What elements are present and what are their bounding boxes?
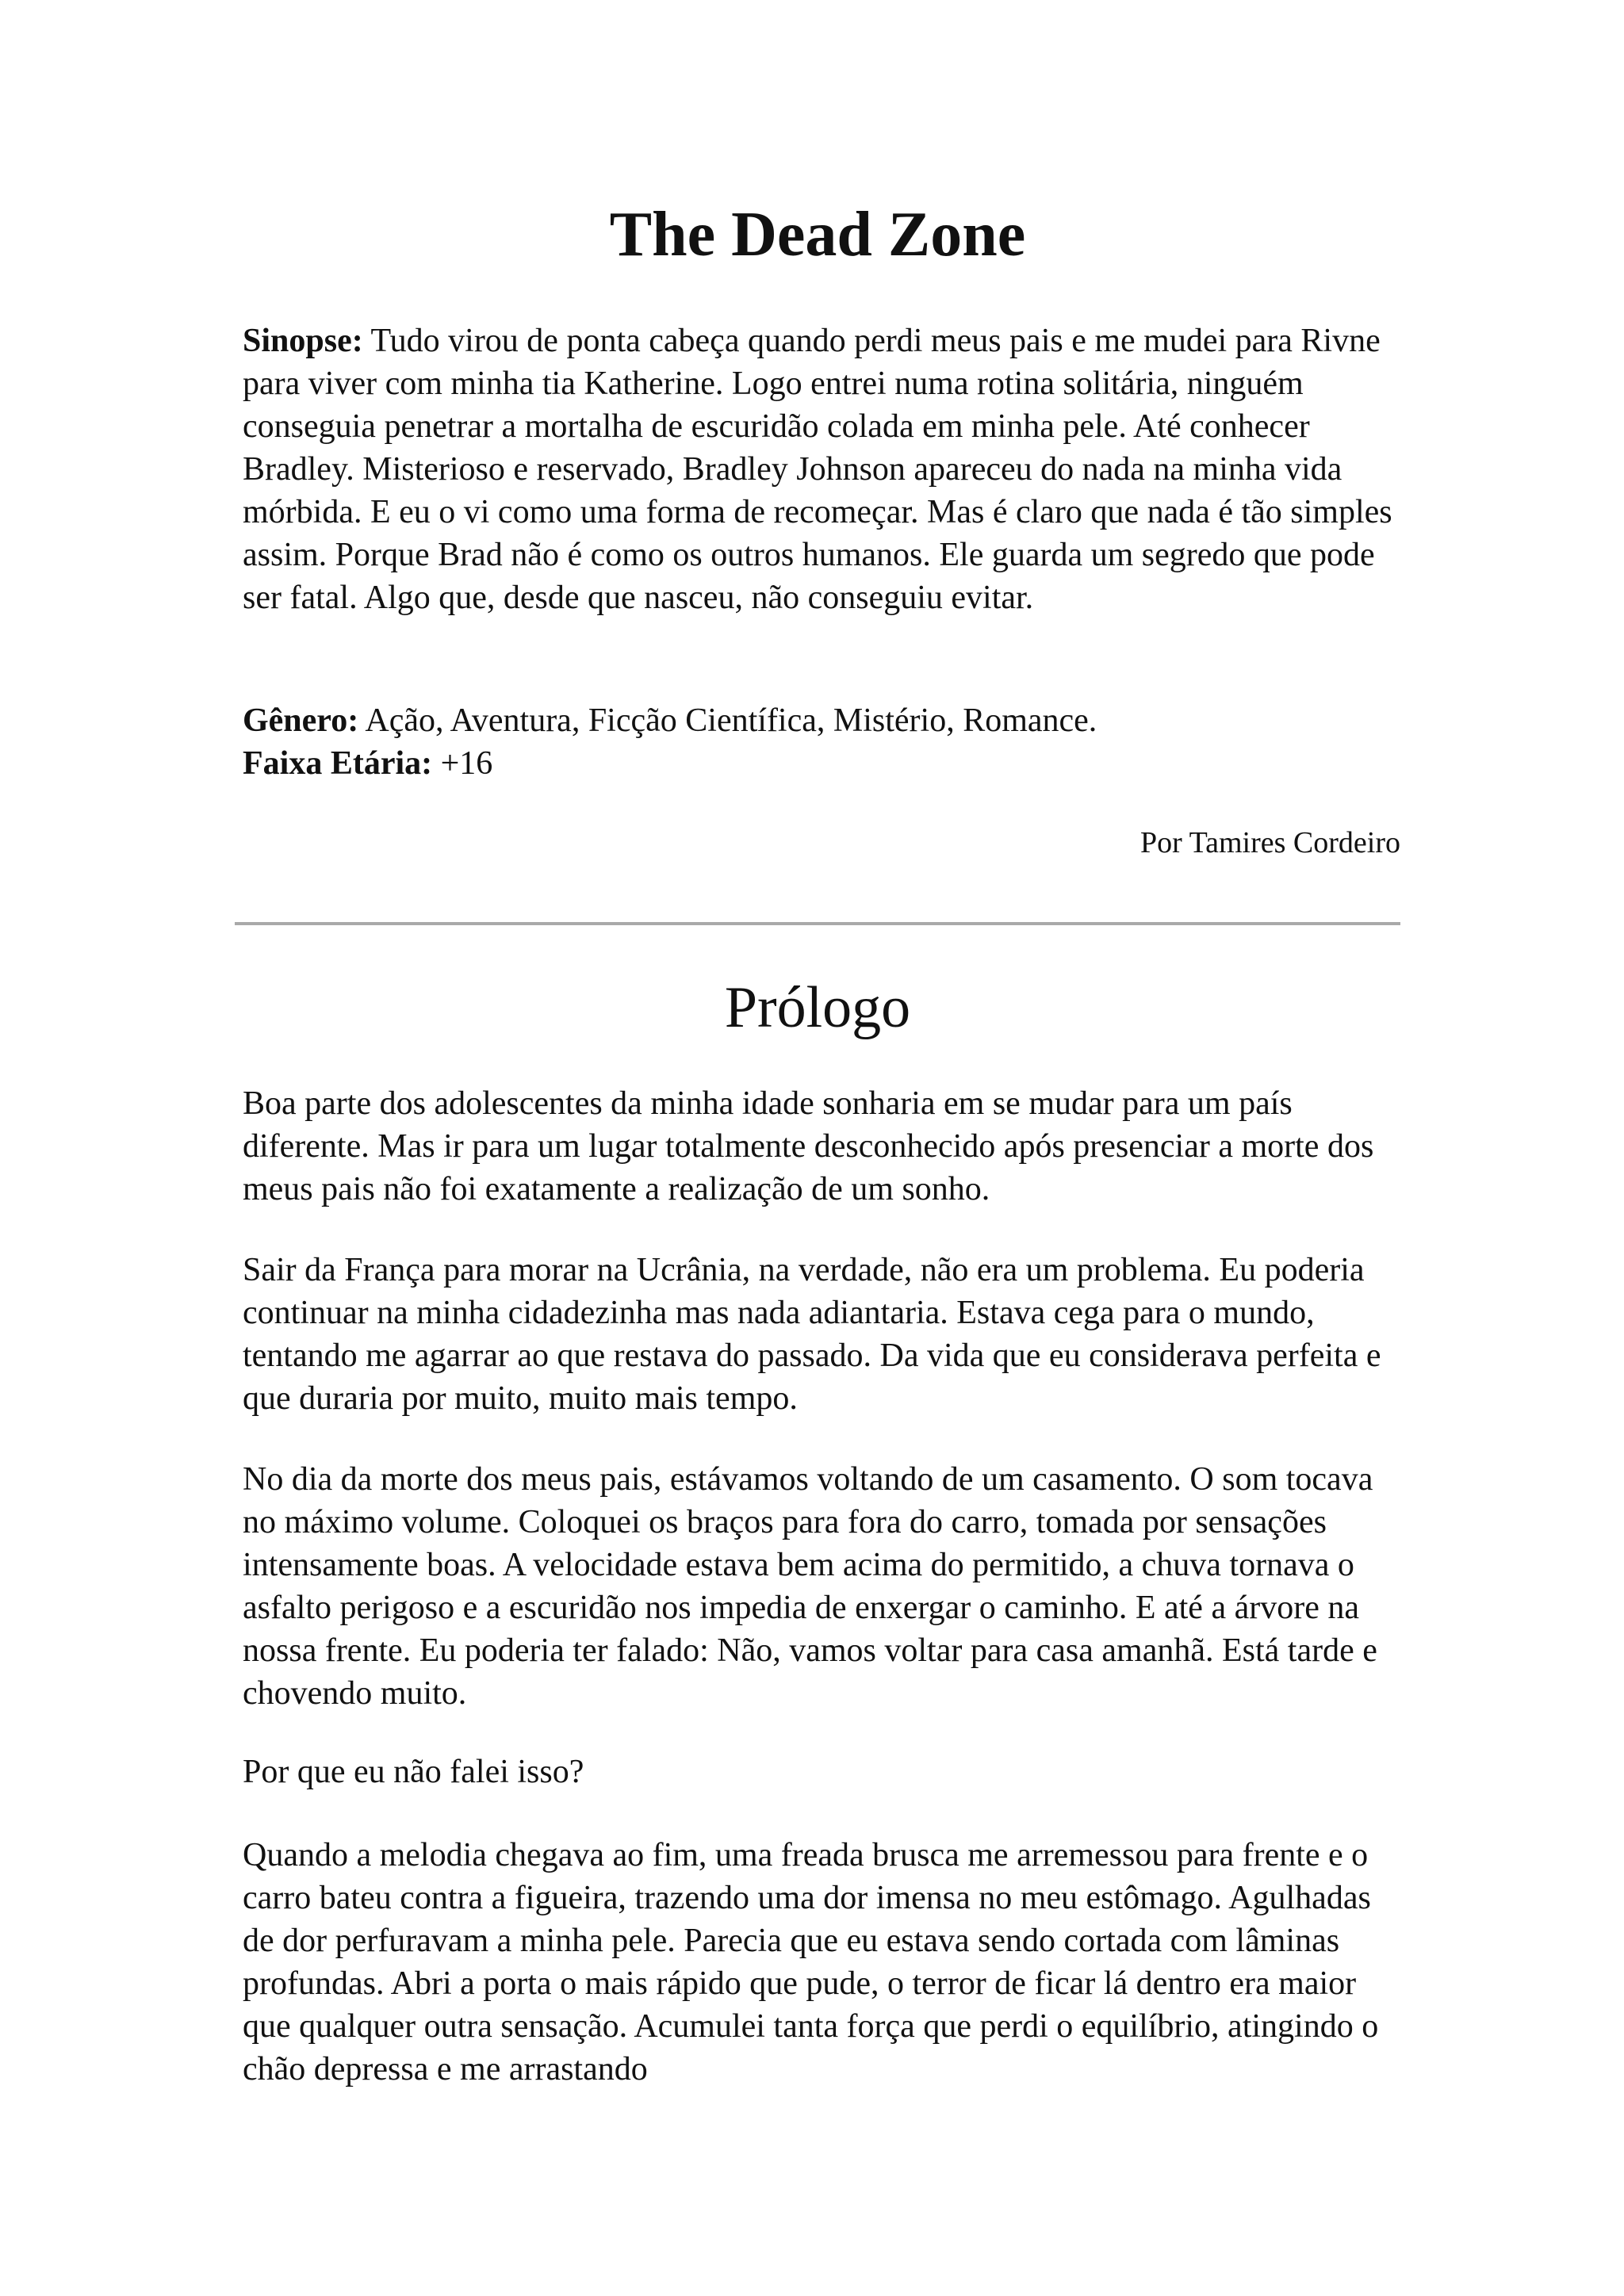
- section-divider: [235, 922, 1400, 925]
- prologue-paragraph: Boa parte dos adolescentes da minha idade sonharia em se mudar para um país diferente. Mas ir para um lugar totalmente desconhecido após presenciar a morte dos meus pais não foi exatamente a realização de um sonho.: [243, 1085, 1374, 1207]
- synopsis-label: Sinopse:: [243, 323, 363, 359]
- age-rating-line: [243, 742, 1400, 785]
- synopsis-paragraph: [235, 320, 1408, 619]
- age-rating-label: Faixa Etária:: [243, 745, 433, 782]
- prologue-paragraph: Quando a melodia chegava ao fim, uma freada brusca me arremessou para frente e o carro bateu contra a figueira, trazendo uma dor imensa no meu estômago. Agulhadas de dor perfuravam a minha pele. Parecia que eu estava sendo cortada com lâminas profundas. Abri a porta o mais rápido que pude, o terror de ficar lá dentro era maior que qualquer outra sensação. Acumulei tanta força que perdi o equilíbrio, atingindo o chão depressa e me arrastando: [243, 1837, 1379, 2087]
- author-credit: Por Tamires Cordeiro: [1139, 826, 1400, 859]
- genre-line: [243, 699, 1400, 742]
- book-metadata: [243, 699, 1400, 785]
- genre-label: Gênero:: [243, 702, 359, 739]
- prologue-paragraph: Sair da França para morar na Ucrânia, na verdade, não era um problema. Eu poderia continuar na minha cidadezinha mas nada adiantaria. Estava cega para o mundo, tentando me agarrar ao que restava do passado. Da vida que eu considerava perfeita e que duraria por muito, muito mais tempo.: [243, 1252, 1381, 1417]
- prologue-paragraph: No dia da morte dos meus pais, estávamos voltando de um casamento. O som tocava no máximo volume. Coloquei os braços para fora do carro, tomada por sensações intensamente boas. A velocidade estava bem acima do permitido, a chuva tornava o asfalto perigoso e a escuridão nos impedia de enxergar o caminho. E até a árvore na nossa frente. Eu poderia ter falado: Não, vamos voltar para casa amanhã. Está tarde e chovendo muito.: [243, 1461, 1377, 1712]
- genre-value: Ação, Aventura, Ficção Científica, Mistério, Romance.: [365, 702, 1097, 739]
- synopsis-text: Tudo virou de ponta cabeça quando perdi meus pais e me mudei para Rivne para viver com minha tia Katherine. Logo entrei numa rotina solitária, ninguém conseguia penetrar a mortalha de escuridão colada em minha pele. Até conhecer Bradley. Misterioso e reservado, Bradley Johnson apareceu do nada na minha vida mórbida. E eu o vi como uma forma de recomeçar. Mas é claro que nada é tão simples assim. Porque Brad não é como os outros humanos. Ele guarda um segredo que pode ser fatal. Algo que, desde que nasceu, não conseguiu evitar.: [243, 323, 1392, 616]
- chapter-title: Prólogo: [724, 975, 911, 1040]
- document-title: The Dead Zone: [609, 200, 1026, 270]
- prologue-paragraph: Por que eu não falei isso?: [243, 1754, 584, 1790]
- age-rating-value: +16: [440, 745, 493, 782]
